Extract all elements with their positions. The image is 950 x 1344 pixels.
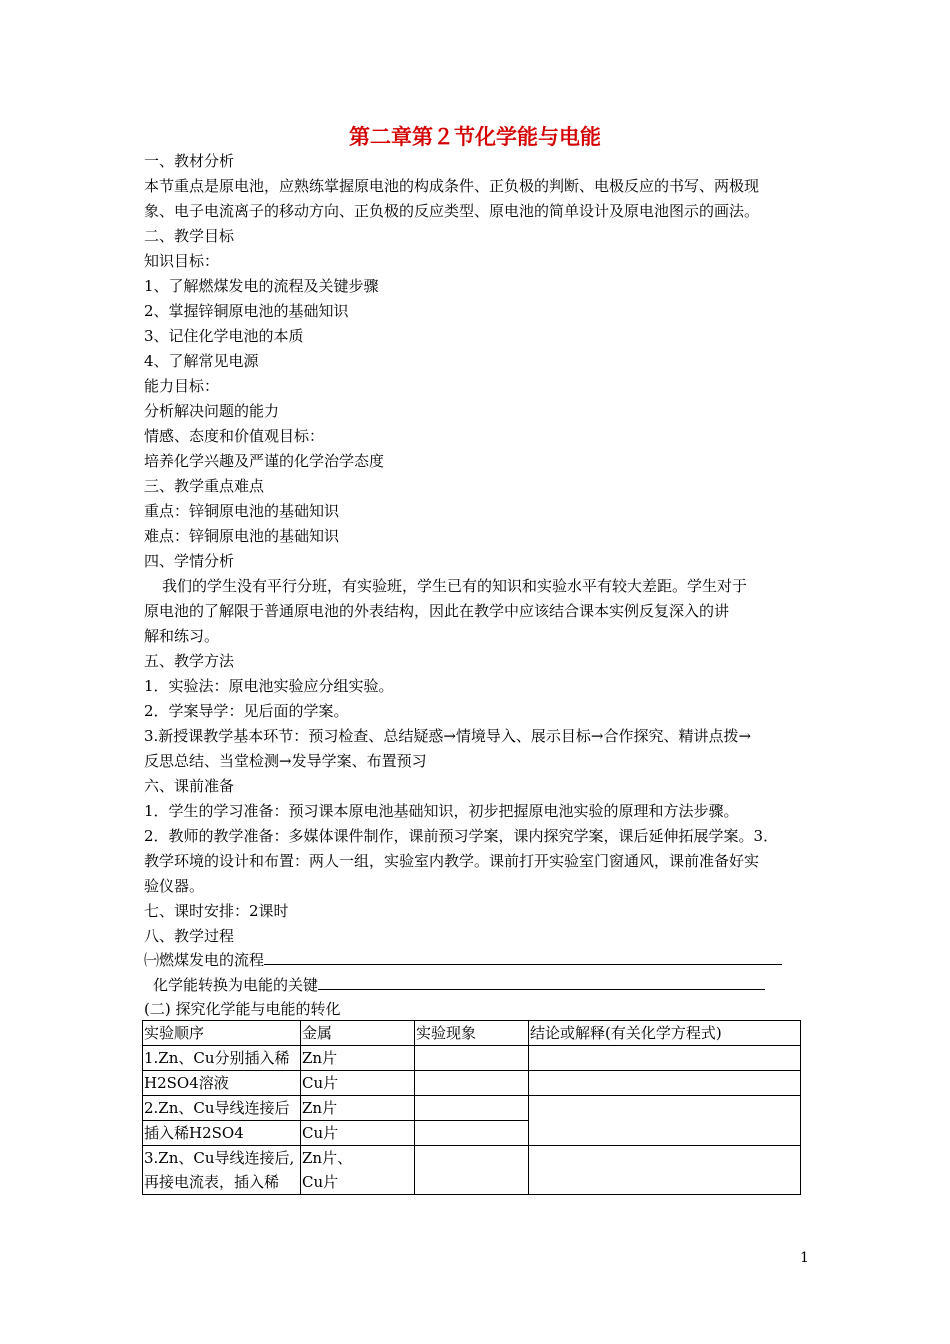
table-row bbox=[143, 1071, 801, 1096]
paragraph-line: 解和练习。 bbox=[144, 627, 220, 645]
heading-teaching-methods: 五、教学方法 bbox=[144, 652, 235, 670]
table-cell[interactable] bbox=[415, 1046, 529, 1071]
paragraph-line: 分析解决问题的能力 bbox=[144, 402, 280, 420]
paragraph-line: 原电池的了解限于普通原电池的外表结构，因此在教学中应该结合课本实例反复深入的讲 bbox=[144, 602, 730, 620]
subheading-ability: 能力目标： bbox=[144, 377, 220, 395]
paragraph-line: 验仪器。 bbox=[144, 877, 205, 895]
table-cell[interactable] bbox=[529, 1046, 801, 1071]
table-row bbox=[143, 1046, 801, 1071]
heading-schedule: 七、课时安排：2课时 bbox=[144, 902, 289, 920]
fill-in-label: 化学能转换为电能的关键 bbox=[153, 976, 319, 994]
heading-teaching-goals: 二、教学目标 bbox=[144, 227, 235, 245]
fill-in-line bbox=[153, 975, 765, 995]
section-heading: (二) 探究化学能与电能的转化 bbox=[144, 1000, 341, 1018]
list-item: 2、掌握锌铜原电池的基础知识 bbox=[144, 302, 349, 320]
answer-blank[interactable] bbox=[264, 950, 782, 965]
page-number: 1 bbox=[800, 1250, 809, 1266]
table-cell: Zn片 bbox=[301, 1096, 415, 1121]
table-cell: 2.Zn、Cu导线连接后 bbox=[143, 1096, 301, 1121]
header-cell: 实验现象 bbox=[415, 1021, 529, 1046]
paragraph-line: 难点：锌铜原电池的基础知识 bbox=[144, 527, 340, 545]
table-cell[interactable] bbox=[529, 1096, 801, 1146]
table-cell: 1.Zn、Cu分别插入稀 bbox=[143, 1046, 301, 1071]
list-item: 2．教师的教学准备：多媒体课件制作，课前预习学案，课内探究学案，课后延伸拓展学案。3． bbox=[144, 827, 779, 845]
paragraph-line: 象、电子电流离子的移动方向、正负极的反应类型、原电池的简单设计及原电池图示的画法。 bbox=[144, 202, 760, 220]
paragraph-line: 我们的学生没有平行分班，有实验班，学生已有的知识和实验水平有较大差距。学生对于 bbox=[162, 577, 748, 595]
list-item: 1．学生的学习准备：预习课本原电池基础知识，初步把握原电池实验的原理和方法步骤。 bbox=[144, 802, 739, 820]
table-row bbox=[143, 1096, 801, 1121]
table-row bbox=[143, 1146, 801, 1171]
table-cell[interactable] bbox=[529, 1071, 801, 1096]
table-cell: 插入稀H2SO4 bbox=[143, 1121, 301, 1146]
table-cell: 再接电流表，插入稀 bbox=[143, 1170, 301, 1195]
fill-in-line bbox=[144, 950, 782, 970]
heading-student-analysis: 四、学情分析 bbox=[144, 552, 235, 570]
heading-key-points: 三、教学重点难点 bbox=[144, 477, 265, 495]
list-item: 1．实验法：原电池实验应分组实验。 bbox=[144, 677, 394, 695]
header-cell: 实验顺序 bbox=[143, 1021, 301, 1046]
table-cell[interactable] bbox=[529, 1146, 801, 1195]
heading-preparation: 六、课前准备 bbox=[144, 777, 235, 795]
table-cell[interactable] bbox=[415, 1071, 529, 1096]
table-cell: Cu片 bbox=[301, 1170, 415, 1195]
document-title: 第二章第２节化学能与电能 bbox=[349, 124, 601, 149]
list-item: 3.新授课教学基本环节：预习检查、总结疑惑→情境导入、展示目标→合作探究、精讲点拨→ bbox=[144, 727, 752, 745]
table-cell: Cu片 bbox=[301, 1071, 415, 1096]
paragraph-line: 重点：锌铜原电池的基础知识 bbox=[144, 502, 340, 520]
table-cell: Zn片、 bbox=[301, 1146, 415, 1171]
table-cell: Cu片 bbox=[301, 1121, 415, 1146]
table-cell[interactable] bbox=[415, 1121, 529, 1146]
list-item: 2．学案导学：见后面的学案。 bbox=[144, 702, 349, 720]
list-item: 4、了解常见电源 bbox=[144, 352, 259, 370]
answer-blank[interactable] bbox=[318, 975, 765, 990]
experiment-table bbox=[142, 1020, 801, 1195]
heading-textbook-analysis: 一、教材分析 bbox=[144, 152, 235, 170]
paragraph-line: 培养化学兴趣及严谨的化学治学态度 bbox=[144, 452, 385, 470]
header-cell: 金属 bbox=[301, 1021, 415, 1046]
list-item: 3、记住化学电池的本质 bbox=[144, 327, 304, 345]
paragraph-line: 教学环境的设计和布置：两人一组，实验室内教学。课前打开实验室门窗通风，课前准备好实 bbox=[144, 852, 760, 870]
table-cell[interactable] bbox=[415, 1146, 529, 1195]
list-item: 1、了解燃煤发电的流程及关键步骤 bbox=[144, 277, 379, 295]
paragraph-line: 本节重点是原电池，应熟练掌握原电池的构成条件、正负极的判断、电极反应的书写、两极现 bbox=[144, 177, 760, 195]
fill-in-label: ㈠燃煤发电的流程 bbox=[144, 951, 265, 969]
table-cell[interactable] bbox=[415, 1096, 529, 1121]
subheading-emotion: 情感、态度和价值观目标： bbox=[144, 427, 325, 445]
subheading-knowledge: 知识目标： bbox=[144, 252, 220, 270]
table-header-row bbox=[143, 1021, 801, 1046]
table-cell: 3.Zn、Cu导线连接后, bbox=[143, 1146, 301, 1171]
table-cell: H2SO4溶液 bbox=[143, 1071, 301, 1096]
table-cell: Zn片 bbox=[301, 1046, 415, 1071]
paragraph-line: 反思总结、当堂检测→发导学案、布置预习 bbox=[144, 752, 427, 770]
header-cell: 结论或解释(有关化学方程式) bbox=[529, 1021, 801, 1046]
heading-process: 八、教学过程 bbox=[144, 927, 235, 945]
